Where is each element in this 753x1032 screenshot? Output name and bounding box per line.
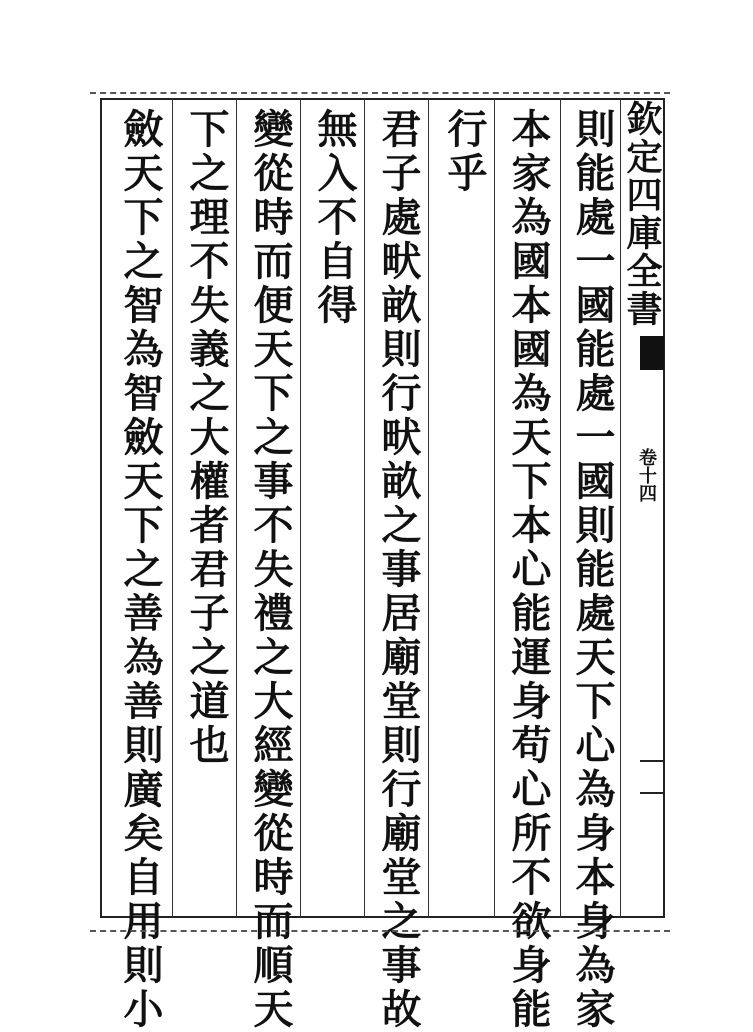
column-rule <box>236 98 237 918</box>
juan-label: 卷十四 <box>636 448 657 502</box>
fish-tail-mark <box>640 336 664 370</box>
column-rule <box>494 98 495 918</box>
lower-fish-tail <box>640 760 664 794</box>
text-column-1: 則能處一國能處一國則能處天下心為身本身為家 <box>569 108 616 1032</box>
column-rule <box>560 98 561 918</box>
column-rule <box>428 98 429 918</box>
column-rule <box>364 98 365 918</box>
text-column-5: 無入不自得 <box>311 108 358 328</box>
text-column-3: 行乎 <box>441 108 488 196</box>
text-column-8: 斂天下之智為智斂天下之善為善則廣矣自用則小 <box>117 108 164 1032</box>
book-title: 欽定四庫全書 <box>621 100 663 328</box>
column-rule <box>172 98 173 918</box>
text-column-4: 君子處畎畝則行畎畝之事居廟堂則行廟堂之事故 <box>375 108 422 1032</box>
column-rule <box>300 98 301 918</box>
text-column-2: 本家為國本國為天下本心能運身苟心所不欲身能 <box>505 108 552 1032</box>
text-column-6: 變從時而便天下之事不失禮之大經變從時而順天 <box>247 108 294 1032</box>
scan-edge-bottom <box>90 930 670 932</box>
scan-edge-top <box>90 92 670 94</box>
text-column-7: 下之理不失義之大權者君子之道也 <box>183 108 230 768</box>
